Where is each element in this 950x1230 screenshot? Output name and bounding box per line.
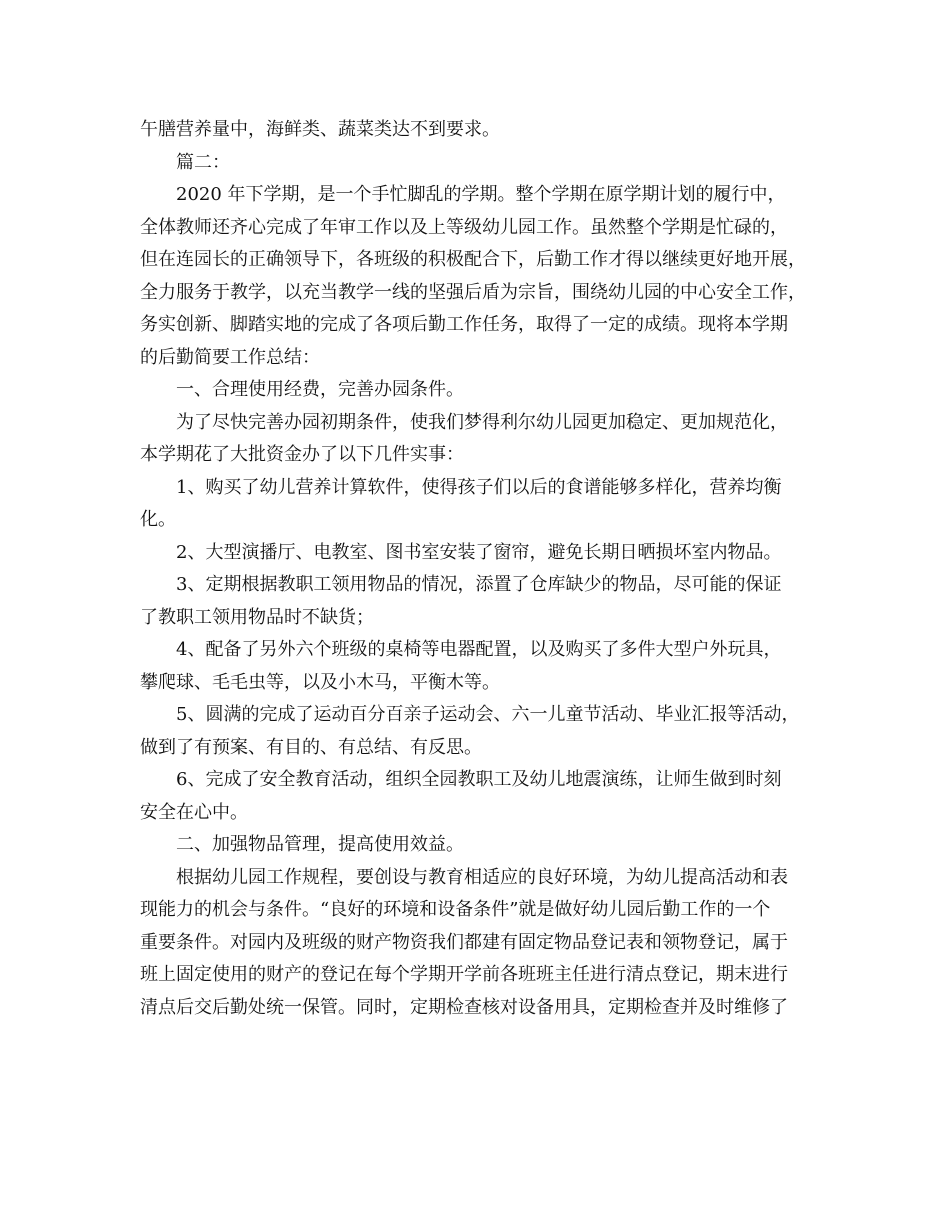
text-line: 清点后交后勤处统一保管。同时，定期检查核对设备用具，定期检查并及时维修了 <box>140 996 788 1018</box>
text-line: 篇二： <box>176 151 230 173</box>
text-line: 全力服务于教学，以充当教学一线的坚强后盾为宗旨，围绕幼儿园的中心安全工作， <box>140 281 806 303</box>
text-line: 的后勤简要工作总结： <box>140 346 320 368</box>
text-line: 班上固定使用的财产的登记在每个学期开学前各班班主任进行清点登记，期末进行 <box>140 964 788 985</box>
text-line: 2、大型演播厅、电教室、图书室安装了窗帘，避免长期日晒损坏室内物品。 <box>176 541 782 563</box>
text-line: 6、完成了安全教育活动，组织全园教职工及幼儿地震演练，让师生做到时刻 <box>176 769 782 790</box>
text-line: 务实创新、脚踏实地的完成了各项后勤工作任务，取得了一定的成绩。现将本学期 <box>140 314 788 335</box>
text-line: 二、加强物品管理，提高使用效益。 <box>176 834 464 855</box>
text-line: 根据幼儿园工作规程，要创设与教育相适应的良好环境，为幼儿提高活动和表 <box>176 866 788 888</box>
text-line: 为了尽快完善办园初期条件，使我们梦得利尔幼儿园更加稳定、更加规范化， <box>176 411 788 433</box>
text-line: 安全在心中。 <box>140 801 248 823</box>
text-line: 攀爬球、毛毛虫等，以及小木马，平衡木等。 <box>140 671 500 693</box>
text-line: 午膳营养量中，海鲜类、蔬菜类达不到要求。 <box>140 119 500 140</box>
text-line: 5、圆满的完成了运动百分百亲子运动会、六一儿童节活动、毕业汇报等活动， <box>176 704 800 725</box>
document-body <box>140 114 820 1024</box>
text-line: 但在连园长的正确领导下，各班级的积极配合下，后勤工作才得以继续更好地开展， <box>140 249 806 270</box>
text-line: 一、合理使用经费，完善办园条件。 <box>176 379 464 400</box>
text-line: 2020 年下学期，是一个手忙脚乱的学期。整个学期在原学期计划的履行中， <box>176 184 786 205</box>
text-line: 全体教师还齐心完成了年审工作以及上等级幼儿园工作。虽然整个学期是忙碌的， <box>140 216 788 238</box>
text-line: 重要条件。对园内及班级的财产物资我们都建有固定物品登记表和领物登记，属于 <box>140 931 788 953</box>
text-line: 3、定期根据教职工领用物品的情况，添置了仓库缺少的物品，尽可能的保证 <box>176 574 782 595</box>
text-line: 本学期花了大批资金办了以下几件实事： <box>140 444 464 465</box>
text-line: 1、购买了幼儿营养计算软件，使得孩子们以后的食谱能够多样化，营养均衡 <box>176 476 782 498</box>
text-line: 现能力的机会与条件。“良好的环境和设备条件”就是做好幼儿园后勤工作的一个 <box>140 899 771 920</box>
text-line: 化。 <box>140 509 176 530</box>
text-line: 4、配备了另外六个班级的桌椅等电器配置，以及购买了多件大型户外玩具， <box>176 639 782 660</box>
text-line: 了教职工领用物品时不缺货； <box>140 606 374 628</box>
text-line: 做到了有预案、有目的、有总结、有反思。 <box>140 736 482 758</box>
